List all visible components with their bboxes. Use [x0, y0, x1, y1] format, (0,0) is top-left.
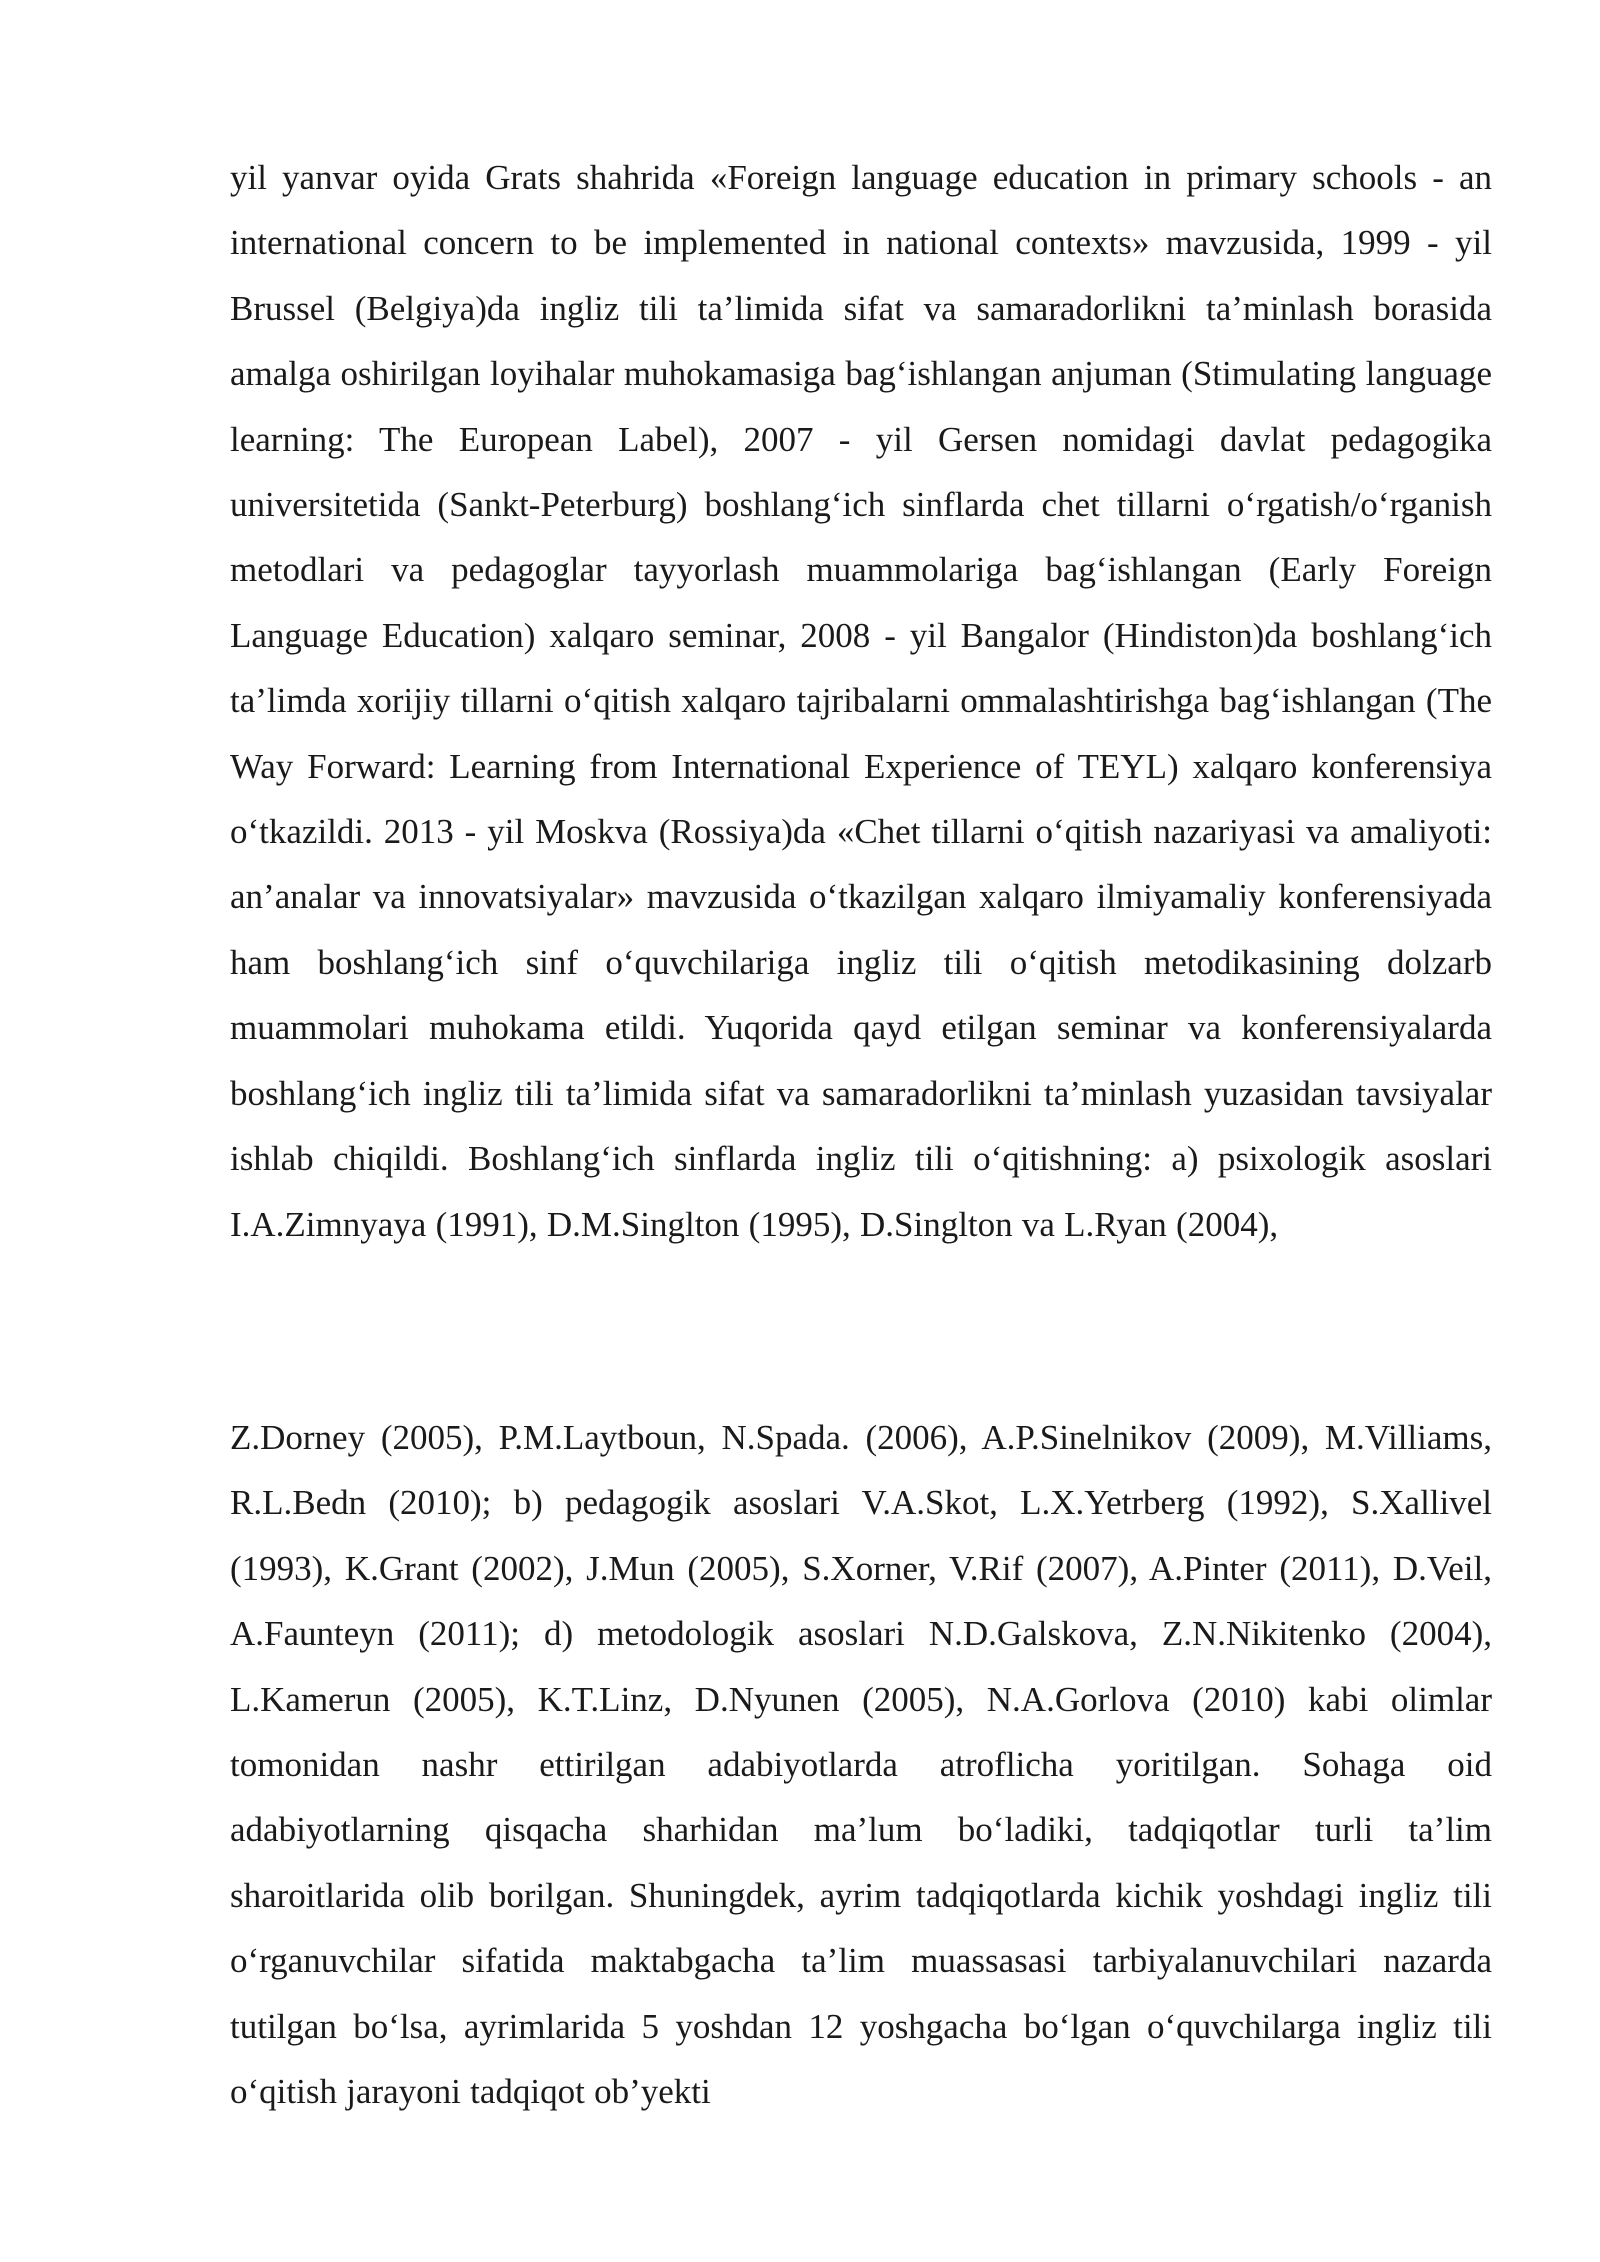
paragraph-2	[230, 1405, 1492, 2124]
paragraph-2-text: Z.Dorney (2005), P.M.Laytboun, N.Spada. (2006), A.P.Sinelnikov (2009), M.Villiams, R.L.Bedn (2010); b) pedagogik asoslari V.A.Skot, L.X.Yetrberg (1992), S.Xallivel (1993), K.Grant (2002), J.Mun (2005), S.Xorner, V.Rif (2007), A.Pinter (2011), D.Veil, A.Faunteyn (2011); d) metodologik asoslari N.D.Galskova, Z.N.Nikitenko (2004), L.Kamerun (2005), K.T.Linz, D.Nyunen (2005), N.A.Gorlova (2010) kabi olimlar tomonidan nashr ettirilgan adabiyotlarda atroflicha yoritilgan. Sohaga oid adabiyotlarning qisqacha sharhidan ma’lum bo‘ladiki, tadqiqotlar turli ta’lim sharoitlarida olib borilgan. Shuningdek, ayrim tadqiqotlarda kichik yoshdagi ingliz tili o‘rganuvchilar sifatida maktabgacha ta’lim muassasasi tarbiyalanuvchilari nazarda tutilgan bo‘lsa, ayrimlarida 5 yoshdan 12 yoshgacha bo‘lgan o‘quvchilarga ingliz tili o‘qitish jarayoni tadqiqot ob’yekti	[230, 1418, 1492, 2112]
paragraph-1-text: yil yanvar oyida Grats shahrida «Foreign language education in primary schools - an international concern to be implemented in national contexts» mavzusida, 1999 - yil Brussel (Belgiya)da ingliz tili ta’limida sifat va samaradorlikni ta’minlash borasida amalga oshirilgan loyihalar muhokamasiga bag‘ishlangan anjuman (Stimulating language learning: The European Label), 2007 - yil Gersen nomidagi davlat pedagogika universitetida (Sankt-Peterburg) boshlang‘ich sinflarda chet tillarni o‘rgatish/o‘rganish metodlari va pedagoglar tayyorlash muammolariga bag‘ishlangan (Early Foreign Language Education) xalqaro seminar, 2008 - yil Bangalor (Hindiston)da boshlang‘ich ta’limda xorijiy tillarni o‘qitish xalqaro tajribalarni ommalashtirishga bag‘ishlangan (The Way Forward: Learning from International Experience of TEYL) xalqaro konferensiya o‘tkazildi. 2013 - yil Moskva (Rossiya)da «Chet tillarni o‘qitish nazariyasi va amaliyoti: an’analar va innovatsiyalar» mavzusida o‘tkazilgan xalqaro ilmiyamaliy konferensiyada ham boshlang‘ich sinf o‘quvchilariga ingliz tili o‘qitish metodikasining dolzarb muammolari muhokama etildi. Yuqorida qayd etilgan seminar va konferensiyalarda boshlang‘ich ingliz tili ta’limida sifat va samaradorlikni ta’minlash yuzasidan tavsiyalar ishlab chiqildi. Boshlang‘ich sinflarda ingliz tili o‘qitishning: a) psixologik asoslari I.A.Zimnyaya (1991), D.M.Singlton (1995), D.Singlton va L.Ryan (2004),	[230, 158, 1492, 1244]
paragraph-1	[230, 145, 1492, 1257]
